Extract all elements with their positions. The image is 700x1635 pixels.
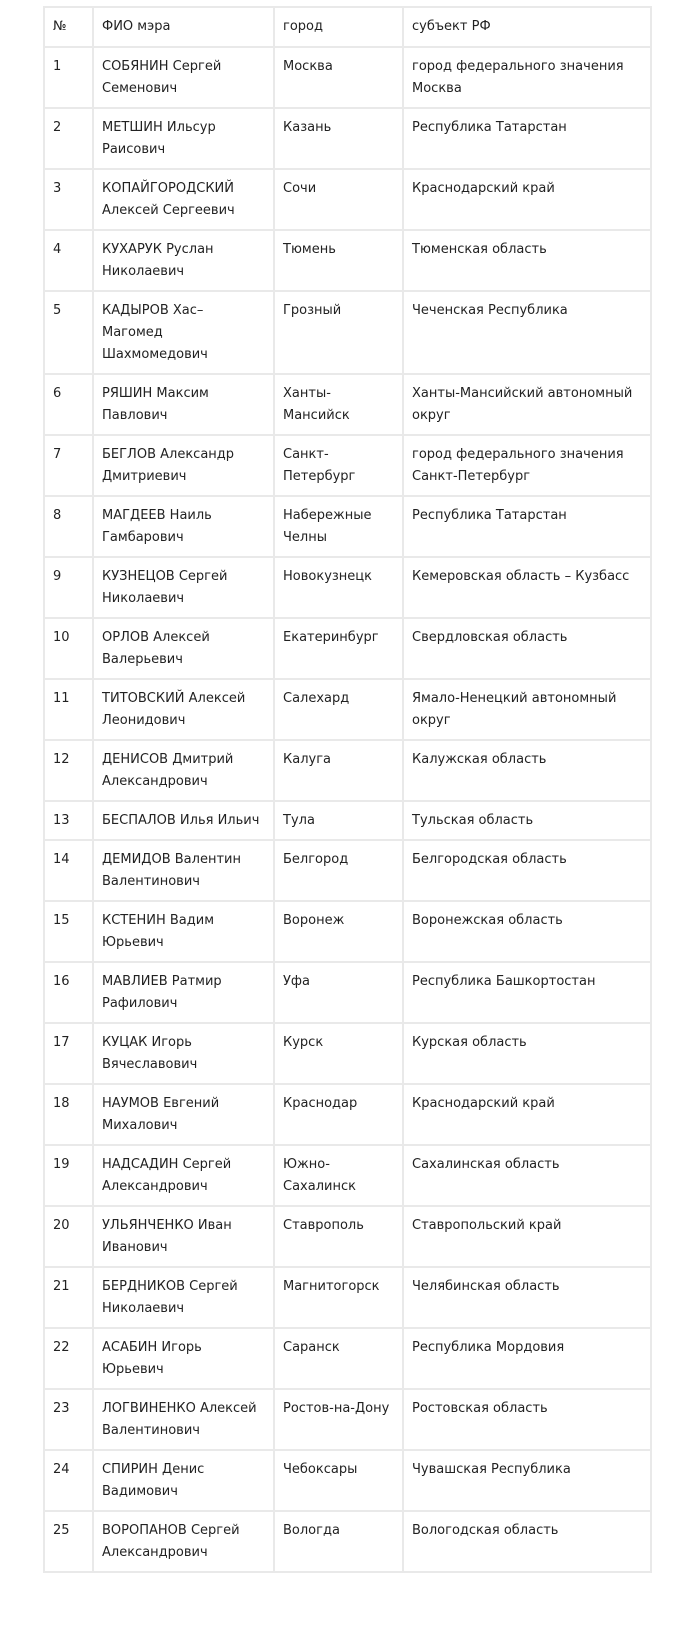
table-header-row [44,7,651,47]
table-row [44,1511,651,1572]
mayor-name: БЕСПАЛОВ Илья Ильич [93,801,274,840]
row-number: 19 [44,1145,93,1206]
table-row [44,435,651,496]
city: Грозный [274,291,403,374]
region: Республика Мордовия [403,1328,651,1389]
region: Ростовская область [403,1389,651,1450]
region: Белгородская область [403,840,651,901]
mayor-name: ДЕМИДОВ Валентин Валентинович [93,840,274,901]
mayor-name: РЯШИН Максим Павлович [93,374,274,435]
city: Казань [274,108,403,169]
mayor-name: КУЦАК Игорь Вячеславович [93,1023,274,1084]
table-row [44,557,651,618]
region: Сахалинская область [403,1145,651,1206]
mayor-name: БЕРДНИКОВ Сергей Николаевич [93,1267,274,1328]
region: Республика Башкортостан [403,962,651,1023]
mayor-name: КОПАЙГОРОДСКИЙ Алексей Сергеевич [93,169,274,230]
row-number: 21 [44,1267,93,1328]
mayor-name: НАУМОВ Евгений Михалович [93,1084,274,1145]
region: Челябинская область [403,1267,651,1328]
mayor-name: КСТЕНИН Вадим Юрьевич [93,901,274,962]
row-number: 18 [44,1084,93,1145]
region: город федерального значения Санкт-Петербург [403,435,651,496]
row-number: 22 [44,1328,93,1389]
mayors-table [43,6,652,1573]
mayor-name: ТИТОВСКИЙ Алексей Леонидович [93,679,274,740]
city: Ханты-Мансийск [274,374,403,435]
row-number: 20 [44,1206,93,1267]
mayor-name: ВОРОПАНОВ Сергей Александрович [93,1511,274,1572]
region: Республика Татарстан [403,108,651,169]
row-number: 11 [44,679,93,740]
mayor-name: БЕГЛОВ Александр Дмитриевич [93,435,274,496]
city: Москва [274,47,403,108]
city: Курск [274,1023,403,1084]
region: Тюменская область [403,230,651,291]
table-row [44,801,651,840]
region: Чувашская Республика [403,1450,651,1511]
table-row [44,740,651,801]
table-row [44,1145,651,1206]
region: Воронежская область [403,901,651,962]
city: Салехард [274,679,403,740]
table-row [44,1328,651,1389]
region: Чеченская Республика [403,291,651,374]
table-row [44,679,651,740]
table-row [44,108,651,169]
city: Ростов-на-Дону [274,1389,403,1450]
row-number: 4 [44,230,93,291]
city: Южно-Сахалинск [274,1145,403,1206]
row-number: 16 [44,962,93,1023]
row-number: 8 [44,496,93,557]
city: Вологда [274,1511,403,1572]
region: Тульская область [403,801,651,840]
row-number: 15 [44,901,93,962]
table-row [44,169,651,230]
city: Саранск [274,1328,403,1389]
city: Тюмень [274,230,403,291]
row-number: 10 [44,618,93,679]
row-number: 24 [44,1450,93,1511]
city: Тула [274,801,403,840]
row-number: 7 [44,435,93,496]
header-number: № [44,7,93,47]
region: Ямало-Ненецкий автономный округ [403,679,651,740]
region: Республика Татарстан [403,496,651,557]
region: Краснодарский край [403,169,651,230]
table-row [44,374,651,435]
city: Санкт-Петербург [274,435,403,496]
mayor-name: МАВЛИЕВ Ратмир Рафилович [93,962,274,1023]
mayor-name: КАДЫРОВ Хас–Магомед Шахмомедович [93,291,274,374]
city: Магнитогорск [274,1267,403,1328]
table-row [44,1023,651,1084]
city: Воронеж [274,901,403,962]
row-number: 25 [44,1511,93,1572]
region: Курская область [403,1023,651,1084]
mayor-name: НАДСАДИН Сергей Александрович [93,1145,274,1206]
table-row [44,1389,651,1450]
table-row [44,840,651,901]
region: Краснодарский край [403,1084,651,1145]
city: Новокузнецк [274,557,403,618]
table-row [44,1206,651,1267]
row-number: 1 [44,47,93,108]
row-number: 17 [44,1023,93,1084]
mayor-name: СОБЯНИН Сергей Семенович [93,47,274,108]
region: Свердловская область [403,618,651,679]
row-number: 9 [44,557,93,618]
mayor-name: ДЕНИСОВ Дмитрий Александрович [93,740,274,801]
city: Чебоксары [274,1450,403,1511]
table-row [44,291,651,374]
header-region: субъект РФ [403,7,651,47]
table-row [44,1084,651,1145]
row-number: 6 [44,374,93,435]
region: город федерального значения Москва [403,47,651,108]
region: Ставропольский край [403,1206,651,1267]
table-body [44,47,651,1572]
mayor-name: УЛЬЯНЧЕНКО Иван Иванович [93,1206,274,1267]
mayor-name: МЕТШИН Ильсур Раисович [93,108,274,169]
table-row [44,230,651,291]
mayor-name: КУЗНЕЦОВ Сергей Николаевич [93,557,274,618]
row-number: 12 [44,740,93,801]
city: Краснодар [274,1084,403,1145]
table-row [44,496,651,557]
city: Екатеринбург [274,618,403,679]
row-number: 5 [44,291,93,374]
table-row [44,901,651,962]
city: Набережные Челны [274,496,403,557]
table-row [44,1267,651,1328]
header-mayor-name: ФИО мэра [93,7,274,47]
city: Белгород [274,840,403,901]
row-number: 3 [44,169,93,230]
table-row [44,962,651,1023]
mayor-name: АСАБИН Игорь Юрьевич [93,1328,274,1389]
mayor-name: МАГДЕЕВ Наиль Гамбарович [93,496,274,557]
city: Ставрополь [274,1206,403,1267]
region: Калужская область [403,740,651,801]
mayor-name: СПИРИН Денис Вадимович [93,1450,274,1511]
table-row [44,47,651,108]
region: Кемеровская область – Кузбасс [403,557,651,618]
mayor-name: ЛОГВИНЕНКО Алексей Валентинович [93,1389,274,1450]
table-row [44,1450,651,1511]
region: Вологодская область [403,1511,651,1572]
city: Калуга [274,740,403,801]
row-number: 14 [44,840,93,901]
table-row [44,618,651,679]
city: Сочи [274,169,403,230]
row-number: 13 [44,801,93,840]
mayor-name: ОРЛОВ Алексей Валерьевич [93,618,274,679]
row-number: 2 [44,108,93,169]
region: Ханты-Мансийский автономный округ [403,374,651,435]
row-number: 23 [44,1389,93,1450]
header-city: город [274,7,403,47]
mayor-name: КУХАРУК Руслан Николаевич [93,230,274,291]
city: Уфа [274,962,403,1023]
